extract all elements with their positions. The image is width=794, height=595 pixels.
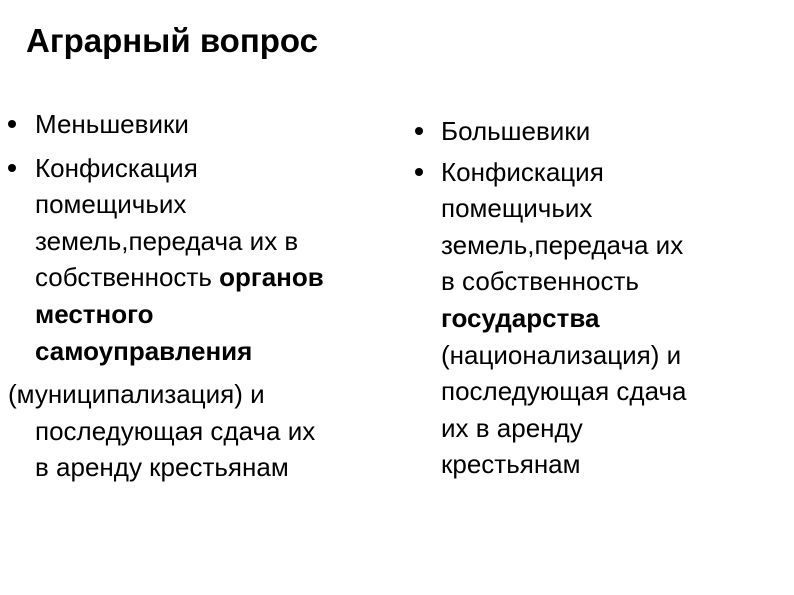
bullet-icon (8, 120, 16, 128)
mensheviks-line-6: самоуправления (35, 335, 253, 366)
mensheviks-heading: Меньшевики (35, 109, 189, 139)
mensheviks-heading-item (8, 106, 398, 143)
bolsheviks-line-7: последующая сдача (441, 376, 687, 407)
mensheviks-line-7: (муниципализация) и (8, 379, 265, 410)
mensheviks-line-1: Конфискация (35, 152, 198, 183)
bolsheviks-line-8: их в аренду (441, 412, 583, 443)
bolsheviks-line-1: Конфискация (441, 156, 604, 187)
mensheviks-line-5: местного (35, 298, 154, 329)
bolsheviks-line-9: крестьянам (441, 449, 581, 480)
mensheviks-line-2: помещичьих (35, 189, 187, 220)
bolsheviks-line-4: в собственность (441, 266, 639, 297)
bullet-icon (415, 127, 423, 135)
mensheviks-program-item (8, 150, 398, 486)
bolsheviks-heading: Большевики (441, 116, 591, 146)
bolsheviks-line-5: государства (441, 302, 600, 333)
mensheviks-line-4 (35, 259, 398, 296)
bullet-icon (415, 168, 423, 176)
mensheviks-line-9: в аренду крестьянам (35, 452, 289, 483)
mensheviks-line-4-normal: собственность (35, 262, 220, 293)
bolsheviks-line-6: (национализация) и (441, 339, 682, 370)
bolsheviks-heading-item (404, 113, 789, 150)
bullet-icon (8, 164, 16, 172)
bolsheviks-program-item (404, 154, 789, 483)
slide-title: Аграрный вопрос (26, 22, 318, 59)
bolsheviks-line-3: земель,передача их (441, 229, 684, 260)
mensheviks-line-4-bold: органов (219, 262, 324, 293)
mensheviks-column (8, 106, 398, 486)
mensheviks-line-3: земель,передача их в (35, 225, 299, 256)
mensheviks-line-8: последующая сдача их (35, 415, 316, 446)
bolsheviks-column (404, 113, 789, 483)
bolsheviks-line-2: помещичьих (441, 193, 593, 224)
